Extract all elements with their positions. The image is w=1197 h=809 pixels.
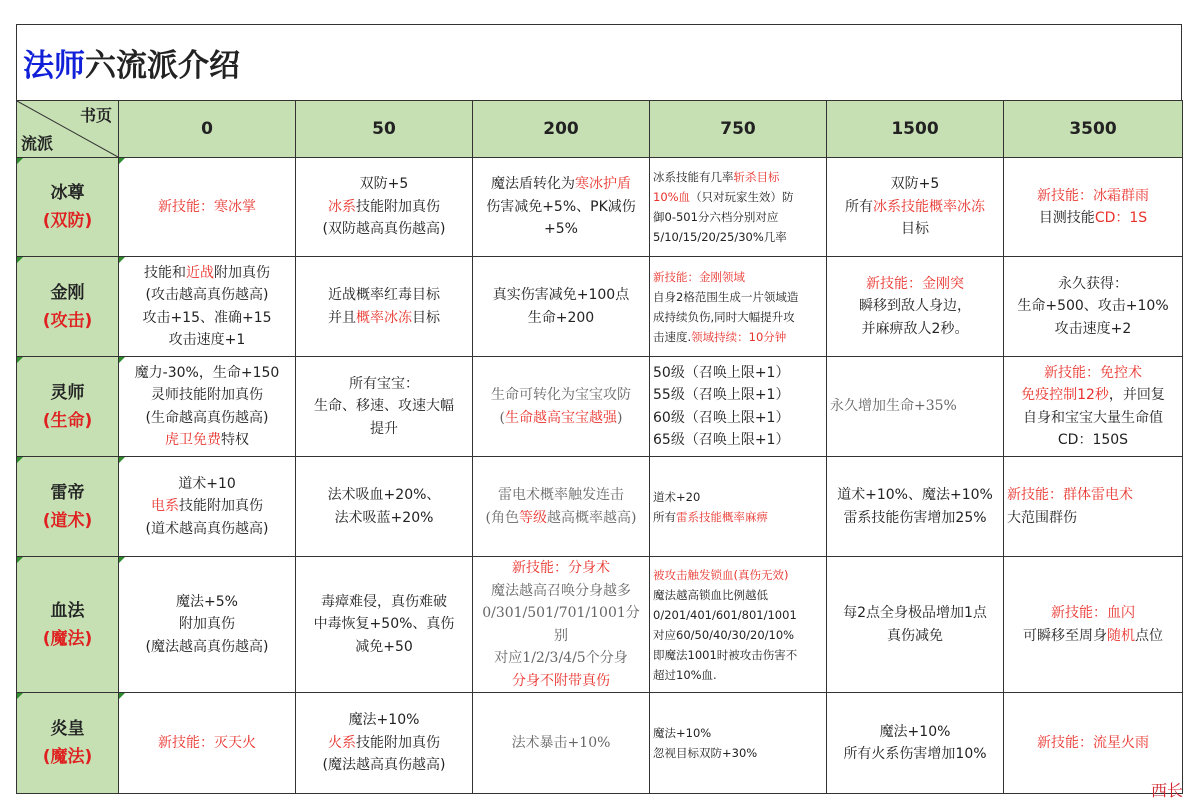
cell-text: 新技能：冰霜群雨	[1037, 187, 1149, 204]
cell-text: CD：150S	[1057, 432, 1129, 448]
cell-text: 等级	[519, 509, 547, 526]
cell-text: 新技能：金刚突	[866, 275, 964, 292]
table-cell	[473, 357, 650, 457]
cell-text: 被攻击触发锁血(真伤无效)	[653, 567, 789, 582]
table-cell	[827, 158, 1004, 257]
cell-text: ，并回复	[1108, 387, 1165, 403]
header-row	[17, 101, 1183, 158]
table-cell	[827, 457, 1004, 557]
cell-text: 寒冰护盾	[575, 176, 631, 193]
table-cell	[650, 257, 827, 357]
cell-text: 并且	[328, 309, 356, 326]
cell-text: 道术+20	[653, 489, 701, 504]
cell-text: +5%	[544, 221, 578, 238]
cell-text: (生命越高真伤越高)	[145, 409, 269, 426]
table-cell	[1004, 357, 1183, 457]
cell-text: 瞬移到敌人身边，	[859, 298, 971, 315]
table-cell	[1004, 557, 1183, 693]
school-name: 金刚	[50, 282, 85, 303]
cell-text: 自身2格范围生成一片领域造	[653, 289, 799, 304]
cell-text: 技能附加真伤	[179, 498, 263, 515]
cell-text: 新技能：寒冰掌	[158, 198, 256, 215]
cell-text: CD：1S	[1094, 210, 1148, 226]
school-name: 血法	[50, 600, 85, 621]
cell-text: 5/10/15/20/25/30%几率	[653, 230, 787, 244]
school-name-cell	[17, 557, 119, 693]
cell-text: 10%血	[653, 190, 691, 204]
cell-text: 新技能：流星火雨	[1037, 734, 1149, 751]
cell-text: 法术吸蓝+20%	[334, 509, 434, 526]
school-name-cell	[17, 158, 119, 257]
cell-text: 魔法盾转化为	[491, 176, 575, 193]
cell-text: 生命、移速、攻速大幅	[314, 398, 454, 415]
cell-text: (	[499, 409, 505, 426]
cell-text: 所有火系伤害增加10%	[843, 746, 987, 762]
cell-text: 50级（召唤上限+1）	[653, 364, 790, 381]
cell-text: 道术+10%、魔法+10%	[837, 487, 993, 503]
cell-text: )	[617, 409, 623, 426]
cell-text: 魔力-30%，生命+150	[134, 364, 280, 381]
sheet	[16, 24, 1182, 794]
cell-text: 点位	[1135, 627, 1163, 644]
table-cell	[1004, 457, 1183, 557]
school-style: (双防)	[42, 211, 93, 231]
table-row	[17, 693, 1183, 794]
cell-text: 目标	[412, 309, 440, 326]
cell-text: 电系	[151, 498, 179, 515]
table-cell	[296, 693, 473, 794]
table-cell	[296, 257, 473, 357]
cell-text: 攻击速度+2	[1054, 320, 1132, 337]
table-cell	[119, 557, 296, 693]
table-cell	[827, 257, 1004, 357]
table-cell	[650, 693, 827, 794]
title-highlight: 法师	[23, 48, 85, 84]
cell-text: 分身不附带真伤	[512, 672, 610, 689]
cell-text: 永久增加生命+35%	[830, 398, 957, 415]
cell-text: 冰系技能有几率	[653, 170, 734, 184]
cell-text: 灵师技能附加真伤	[151, 387, 263, 403]
cell-text: 55级（召唤上限+1）	[653, 387, 790, 403]
cell-text: 斩杀目标	[733, 170, 780, 184]
cell-text: 随机	[1107, 627, 1135, 644]
cell-text: 技能附加真伤	[356, 198, 440, 215]
cell-text: 自身和宝宝大量生命值	[1023, 409, 1163, 426]
table-cell	[473, 557, 650, 693]
cell-text: (道术越高真伤越高)	[145, 520, 269, 537]
cell-text: 可瞬移至周身	[1023, 627, 1107, 644]
table-cell	[650, 357, 827, 457]
table-cell	[119, 457, 296, 557]
cell-text: 越高概率越高)	[547, 509, 637, 526]
cell-text: 新技能：免控术	[1044, 364, 1142, 381]
table-row	[17, 457, 1183, 557]
cell-text: 法术吸血+20%、	[327, 487, 441, 503]
corner-top-label: 书页	[79, 106, 112, 125]
column-header: 50	[296, 101, 473, 158]
table-cell	[473, 257, 650, 357]
cell-text: 每2点全身极品增加1点	[843, 605, 987, 621]
school-style: (魔法)	[42, 628, 93, 649]
cell-text: 所有	[653, 509, 676, 524]
school-style: (攻击)	[42, 310, 93, 331]
cell-text: (双防越高真伤越高)	[322, 221, 446, 238]
cell-text: 雷系技能伤害增加25%	[843, 509, 987, 526]
cell-text: 御0-501分六档分别对应	[653, 210, 779, 224]
cell-text: 生命+200	[527, 309, 595, 326]
table-cell	[296, 457, 473, 557]
school-name-cell	[17, 457, 119, 557]
cell-text: 毒瘴难侵，真伤难破	[321, 593, 447, 610]
corner-header	[17, 101, 119, 158]
cell-text: 魔法+10%	[879, 723, 951, 740]
cell-text: 法术暴击+10%	[511, 734, 611, 751]
cell-text: 0/301/501/701/1001分别	[482, 605, 640, 644]
table-cell	[296, 357, 473, 457]
cell-text: 真伤减免	[887, 627, 943, 644]
cell-text: (魔法越高真伤越高)	[322, 757, 446, 774]
cell-text: 真实伤害减免+100点	[492, 287, 630, 303]
table-cell	[827, 357, 1004, 457]
table-cell	[119, 257, 296, 357]
title-rest: 六流派介绍	[85, 48, 240, 84]
cell-text: 目测技能	[1038, 210, 1095, 226]
cell-text: （只对玩家生效）防	[690, 190, 794, 204]
table-cell	[296, 557, 473, 693]
table-cell	[119, 158, 296, 257]
cell-text: 0/201/401/601/801/1001	[653, 607, 797, 622]
cell-text: 特权	[221, 432, 249, 448]
cell-text: 对应60/50/40/30/20/10%	[653, 627, 795, 642]
cell-text: 雷电术概率触发连击	[498, 487, 624, 503]
cell-text: (攻击越高真伤越高)	[145, 287, 269, 303]
cell-text: 减免+50	[355, 638, 413, 655]
table-cell	[473, 457, 650, 557]
table-cell	[119, 693, 296, 794]
cell-text: 对应1/2/3/4/5个分身	[494, 650, 628, 666]
cell-text: 伤害减免+5%、PK减伤	[486, 198, 636, 215]
cell-text: 魔法+10%	[348, 712, 420, 729]
school-table	[16, 100, 1183, 794]
cell-text: 攻击速度+1	[168, 332, 246, 348]
cell-text: 成持续负伤,同时大幅提升攻	[653, 309, 795, 324]
cell-text: 技能附加真伤	[356, 734, 440, 751]
table-cell	[650, 457, 827, 557]
page-title	[16, 24, 1182, 100]
column-header: 1500	[827, 101, 1004, 158]
cell-text: 永久获得：	[1058, 275, 1128, 292]
school-name: 雷帝	[50, 482, 85, 503]
school-name: 炎皇	[50, 719, 85, 739]
school-name: 灵师	[50, 382, 85, 403]
school-name: 冰尊	[50, 183, 85, 203]
cell-text: 即魔法1001时被攻击伤害不	[653, 647, 798, 662]
cell-text: 雷系技能概率麻痹	[676, 509, 768, 524]
school-style: (魔法)	[42, 747, 93, 767]
cell-text: 虎卫免费	[165, 432, 221, 448]
cell-text: 攻击+15、准确+15	[142, 309, 272, 326]
cell-text: 火系	[328, 734, 356, 751]
school-name-cell	[17, 357, 119, 457]
table-cell	[473, 693, 650, 794]
cell-text: 超过10%血.	[653, 667, 717, 682]
column-header: 750	[650, 101, 827, 158]
cell-text: 中毒恢复+50%、真伤	[313, 616, 455, 633]
table-cell	[827, 693, 1004, 794]
table-cell	[119, 357, 296, 457]
cell-text: 大范围群伤	[1007, 509, 1077, 526]
column-header: 200	[473, 101, 650, 158]
table-row	[17, 158, 1183, 257]
table-cell	[650, 158, 827, 257]
cell-text: 忽视目标双防+30%	[653, 746, 758, 760]
cell-text: 附加真伤	[214, 264, 270, 281]
cell-text: 冰系	[328, 198, 356, 215]
column-header: 0	[119, 101, 296, 158]
cell-text: 提升	[370, 420, 398, 437]
table-row	[17, 357, 1183, 457]
cell-text: 新技能：群体雷电术	[1007, 487, 1133, 503]
cell-text: 所有	[845, 198, 873, 215]
table-cell	[827, 557, 1004, 693]
cell-text: 生命可转化为宝宝攻防	[491, 387, 631, 403]
cell-text: 双防+5	[890, 176, 940, 193]
cell-text: 领域持续：10分钟	[691, 329, 787, 344]
cell-text: 所有宝宝：	[349, 375, 419, 392]
cell-text: 免疫控制12秒	[1021, 387, 1109, 403]
table-cell	[296, 158, 473, 257]
cell-text: 概率冰冻	[356, 309, 412, 326]
cell-text: 目标	[901, 221, 929, 238]
cell-text: 60级（召唤上限+1）	[653, 409, 790, 426]
table-row	[17, 557, 1183, 693]
cell-text: 双防+5	[359, 176, 409, 193]
cell-text: 技能和	[144, 264, 186, 281]
cell-text: 生命+500、攻击+10%	[1017, 298, 1169, 315]
cell-text: 近战	[186, 264, 214, 281]
table-cell	[1004, 158, 1183, 257]
school-style: (道术)	[42, 510, 93, 531]
table-body	[17, 158, 1183, 794]
cell-text: 并麻痹敌人2秒。	[861, 320, 969, 337]
cell-text: 道术+10	[178, 475, 236, 492]
cell-text: 新技能：灭天火	[158, 734, 256, 751]
cell-text: 魔法越高召唤分身越多	[491, 582, 631, 599]
cell-text: 新技能：金刚领域	[653, 269, 745, 284]
cell-text: 冰系技能概率冰冻	[873, 198, 985, 215]
cell-text: 魔法+5%	[176, 593, 238, 610]
school-name-cell	[17, 693, 119, 794]
cell-text: 近战概率红毒目标	[328, 287, 440, 303]
table-row	[17, 257, 1183, 357]
table-cell	[1004, 257, 1183, 357]
school-name-cell	[17, 257, 119, 357]
cell-text: 新技能：血闪	[1051, 605, 1135, 621]
table-cell	[650, 557, 827, 693]
cell-text: 新技能：分身术	[512, 560, 610, 576]
cell-text: 附加真伤	[179, 616, 235, 633]
cell-text: 魔法+10%	[653, 726, 712, 740]
table-cell	[473, 158, 650, 257]
watermark: 西长	[1150, 781, 1183, 800]
cell-text: 生命越高宝宝越强	[505, 409, 617, 426]
school-style: (生命)	[42, 410, 93, 431]
cell-text: 击速度.	[653, 329, 692, 344]
cell-text: (魔法越高真伤越高)	[145, 638, 269, 655]
corner-bottom-label: 流派	[21, 133, 54, 153]
cell-text: 65级（召唤上限+1）	[653, 432, 790, 448]
cell-text: 魔法越高锁血比例越低	[653, 587, 768, 602]
column-header: 3500	[1004, 101, 1183, 158]
cell-text: (角色	[485, 509, 519, 526]
